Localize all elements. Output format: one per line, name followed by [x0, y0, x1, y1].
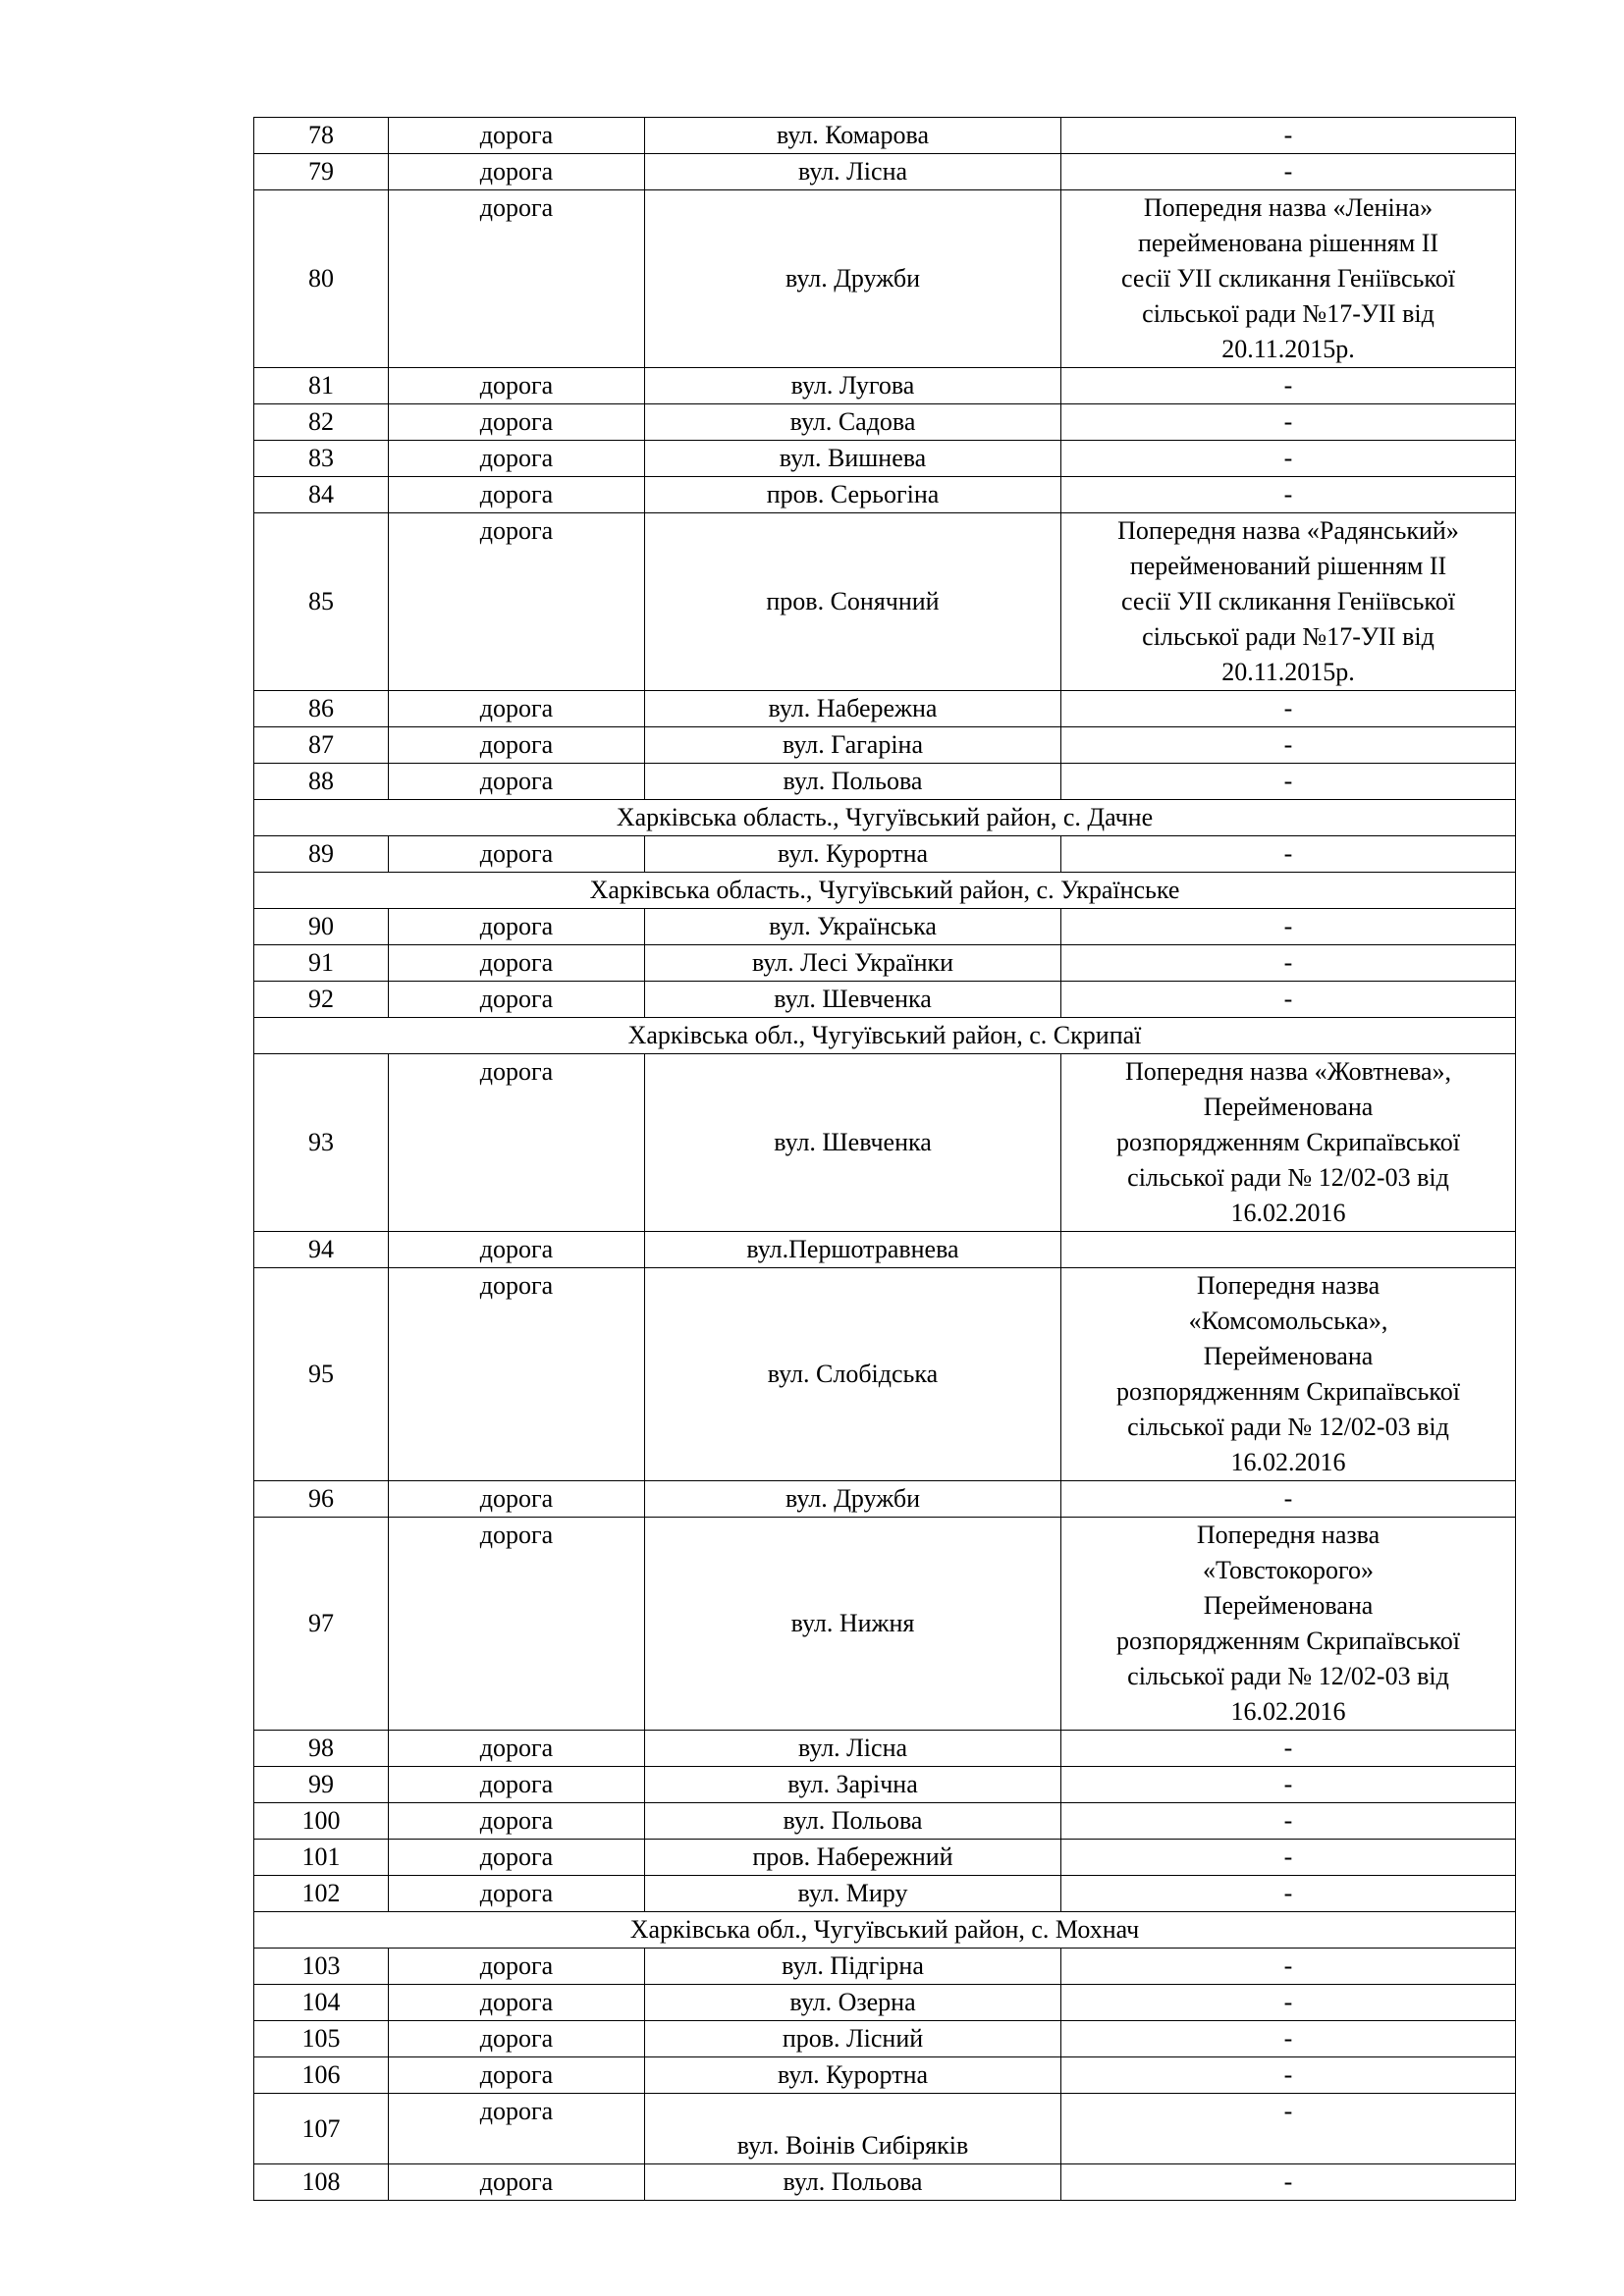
street-name: вул. Польова [645, 2164, 1061, 2201]
rename-note [1061, 513, 1516, 691]
rename-note: - [1061, 441, 1516, 477]
table-row [254, 1268, 1516, 1481]
rename-note: - [1061, 2057, 1516, 2094]
table-row [254, 909, 1516, 945]
rename-note: - [1061, 1949, 1516, 1985]
rename-note-line: сільської ради №17-УІІ від [1142, 299, 1435, 328]
street-name: вул. Садова [645, 404, 1061, 441]
section-title: Харківська обл., Чугуївський район, с. Мохнач [254, 1912, 1516, 1949]
object-type: дорога [389, 727, 645, 764]
row-number: 79 [254, 154, 389, 190]
street-name: вул. Комарова [645, 118, 1061, 154]
table-row [254, 1232, 1516, 1268]
row-number: 103 [254, 1949, 389, 1985]
street-name: вул. Воінів Сибіряків [645, 2094, 1061, 2164]
rename-note: - [1061, 1767, 1516, 1803]
object-type: дорога [389, 1268, 645, 1481]
object-type: дорога [389, 441, 645, 477]
rename-note [1061, 1518, 1516, 1731]
rename-note-line: розпорядженням Скрипаївської [1116, 1377, 1460, 1406]
table-row [254, 441, 1516, 477]
street-name: вул. Курортна [645, 836, 1061, 873]
street-name: вул. Набережна [645, 691, 1061, 727]
rename-note-line: сільської ради № 12/02-03 від [1127, 1662, 1449, 1690]
roads-table-body [254, 118, 1516, 2201]
rename-note-line: сільської ради №17-УІІ від [1142, 622, 1435, 651]
street-name: вул. Гагаріна [645, 727, 1061, 764]
rename-note [1061, 1232, 1516, 1268]
rename-note-line: сесії УІІ скликання Геніївської [1121, 264, 1455, 293]
street-name: вул. Озерна [645, 1985, 1061, 2021]
row-number: 84 [254, 477, 389, 513]
rename-note-line: сільської ради № 12/02-03 від [1127, 1163, 1449, 1192]
section-header-row [254, 873, 1516, 909]
street-name: вул. Зарічна [645, 1767, 1061, 1803]
row-number: 105 [254, 2021, 389, 2057]
rename-note [1061, 190, 1516, 368]
row-number: 80 [254, 190, 389, 368]
table-row [254, 118, 1516, 154]
rename-note-line: 16.02.2016 [1230, 1697, 1346, 1726]
table-row [254, 691, 1516, 727]
table-row [254, 154, 1516, 190]
row-number: 94 [254, 1232, 389, 1268]
rename-note-line: Попередня назва [1196, 1271, 1380, 1300]
table-row [254, 2164, 1516, 2201]
street-name: пров. Серьогіна [645, 477, 1061, 513]
rename-note-line: перейменована рішенням ІІ [1137, 229, 1439, 257]
rename-note-line: 20.11.2015р. [1221, 335, 1355, 363]
rename-note: - [1061, 1876, 1516, 1912]
rename-note: - [1061, 1985, 1516, 2021]
object-type: дорога [389, 513, 645, 691]
table-row [254, 404, 1516, 441]
rename-note-line: Попередня назва «Радянський» [1117, 516, 1459, 545]
table-row [254, 1949, 1516, 1985]
object-type: дорога [389, 1876, 645, 1912]
table-row [254, 1518, 1516, 1731]
street-name: вул. Дружби [645, 1481, 1061, 1518]
table-row [254, 727, 1516, 764]
street-name: вул.Першотравнева [645, 1232, 1061, 1268]
table-row [254, 2021, 1516, 2057]
rename-note [1061, 1054, 1516, 1232]
rename-note: - [1061, 2094, 1516, 2164]
row-number: 85 [254, 513, 389, 691]
section-header-row [254, 1912, 1516, 1949]
table-row [254, 513, 1516, 691]
row-number: 106 [254, 2057, 389, 2094]
object-type: дорога [389, 2021, 645, 2057]
table-row [254, 190, 1516, 368]
row-number: 91 [254, 945, 389, 982]
street-name: пров. Набережний [645, 1840, 1061, 1876]
table-row [254, 1731, 1516, 1767]
section-header-row [254, 1018, 1516, 1054]
table-row [254, 1481, 1516, 1518]
table-row [254, 2094, 1516, 2164]
rename-note: - [1061, 368, 1516, 404]
rename-note-line: Перейменована [1203, 1591, 1374, 1620]
object-type: дорога [389, 1232, 645, 1268]
row-number: 99 [254, 1767, 389, 1803]
table-row [254, 368, 1516, 404]
rename-note-line: Попередня назва «Леніна» [1143, 193, 1434, 222]
street-name: вул. Шевченка [645, 982, 1061, 1018]
object-type: дорога [389, 1803, 645, 1840]
street-name: вул. Дружби [645, 190, 1061, 368]
row-number: 95 [254, 1268, 389, 1481]
rename-note-line: 16.02.2016 [1230, 1199, 1346, 1227]
row-number: 102 [254, 1876, 389, 1912]
rename-note: - [1061, 727, 1516, 764]
row-number: 92 [254, 982, 389, 1018]
row-number: 88 [254, 764, 389, 800]
table-row [254, 1803, 1516, 1840]
street-name: вул. Вишнева [645, 441, 1061, 477]
row-number: 100 [254, 1803, 389, 1840]
object-type: дорога [389, 836, 645, 873]
rename-note: - [1061, 477, 1516, 513]
row-number: 81 [254, 368, 389, 404]
object-type: дорога [389, 1731, 645, 1767]
rename-note-line: «Комсомольська», [1188, 1307, 1388, 1335]
street-name: вул. Підгірна [645, 1949, 1061, 1985]
rename-note: - [1061, 154, 1516, 190]
table-row [254, 1840, 1516, 1876]
table-row [254, 1876, 1516, 1912]
rename-note-line: розпорядженням Скрипаївської [1116, 1627, 1460, 1655]
street-name: вул. Польова [645, 1803, 1061, 1840]
street-name: пров. Сонячний [645, 513, 1061, 691]
object-type: дорога [389, 1518, 645, 1731]
table-row [254, 836, 1516, 873]
street-name: вул. Українська [645, 909, 1061, 945]
row-number: 86 [254, 691, 389, 727]
street-name: вул. Лесі Українки [645, 945, 1061, 982]
row-number: 93 [254, 1054, 389, 1232]
object-type: дорога [389, 691, 645, 727]
street-name: вул. Лугова [645, 368, 1061, 404]
object-type: дорога [389, 404, 645, 441]
rename-note [1061, 1268, 1516, 1481]
object-type: дорога [389, 1840, 645, 1876]
row-number: 87 [254, 727, 389, 764]
table-row [254, 2057, 1516, 2094]
street-name: пров. Лісний [645, 2021, 1061, 2057]
table-row [254, 764, 1516, 800]
object-type: дорога [389, 154, 645, 190]
street-name: вул. Миру [645, 1876, 1061, 1912]
row-number: 98 [254, 1731, 389, 1767]
rename-note: - [1061, 1840, 1516, 1876]
object-type: дорога [389, 2094, 645, 2164]
object-type: дорога [389, 1767, 645, 1803]
street-name: вул. Нижня [645, 1518, 1061, 1731]
table-row [254, 1985, 1516, 2021]
table-row [254, 945, 1516, 982]
rename-note-line: сесії УІІ скликання Геніївської [1121, 587, 1455, 615]
row-number: 107 [254, 2094, 389, 2164]
section-title: Харківська обл., Чугуївський район, с. Скрипаї [254, 1018, 1516, 1054]
rename-note-line: Перейменована [1203, 1342, 1374, 1370]
street-name: вул. Слобідська [645, 1268, 1061, 1481]
table-row [254, 982, 1516, 1018]
rename-note-line: сільської ради № 12/02-03 від [1127, 1413, 1449, 1441]
object-type: дорога [389, 190, 645, 368]
object-type: дорога [389, 982, 645, 1018]
rename-note-line: розпорядженням Скрипаївської [1116, 1128, 1460, 1156]
section-title: Харківська область., Чугуївський район, с. Українське [254, 873, 1516, 909]
object-type: дорога [389, 368, 645, 404]
rename-note: - [1061, 2164, 1516, 2201]
rename-note-line: Перейменована [1203, 1093, 1374, 1121]
row-number: 101 [254, 1840, 389, 1876]
object-type: дорога [389, 945, 645, 982]
object-type: дорога [389, 2057, 645, 2094]
row-number: 82 [254, 404, 389, 441]
row-number: 89 [254, 836, 389, 873]
object-type: дорога [389, 1985, 645, 2021]
rename-note: - [1061, 1803, 1516, 1840]
table-row [254, 477, 1516, 513]
section-title: Харківська область., Чугуївський район, с. Дачне [254, 800, 1516, 836]
object-type: дорога [389, 764, 645, 800]
street-name: вул. Шевченка [645, 1054, 1061, 1232]
rename-note: - [1061, 118, 1516, 154]
object-type: дорога [389, 1054, 645, 1232]
object-type: дорога [389, 1949, 645, 1985]
rename-note-line: Попередня назва «Жовтнева», [1124, 1057, 1452, 1086]
object-type: дорога [389, 118, 645, 154]
rename-note: - [1061, 404, 1516, 441]
object-type: дорога [389, 2164, 645, 2201]
rename-note: - [1061, 764, 1516, 800]
table-row [254, 1054, 1516, 1232]
object-type: дорога [389, 909, 645, 945]
street-name: вул. Курортна [645, 2057, 1061, 2094]
rename-note: - [1061, 1731, 1516, 1767]
rename-note: - [1061, 945, 1516, 982]
rename-note: - [1061, 1481, 1516, 1518]
street-name: вул. Лісна [645, 154, 1061, 190]
street-name: вул. Польова [645, 764, 1061, 800]
object-type: дорога [389, 1481, 645, 1518]
object-type: дорога [389, 477, 645, 513]
row-number: 83 [254, 441, 389, 477]
row-number: 78 [254, 118, 389, 154]
rename-note-line: Попередня назва [1196, 1521, 1380, 1549]
row-number: 104 [254, 1985, 389, 2021]
rename-note: - [1061, 909, 1516, 945]
table-row [254, 1767, 1516, 1803]
rename-note-line: перейменований рішенням ІІ [1129, 552, 1447, 580]
rename-note: - [1061, 2021, 1516, 2057]
row-number: 97 [254, 1518, 389, 1731]
row-number: 108 [254, 2164, 389, 2201]
rename-note: - [1061, 982, 1516, 1018]
rename-note-line: 16.02.2016 [1230, 1448, 1346, 1476]
row-number: 96 [254, 1481, 389, 1518]
rename-note-line: «Товстокорого» [1203, 1556, 1374, 1584]
rename-note: - [1061, 836, 1516, 873]
rename-note: - [1061, 691, 1516, 727]
street-name: вул. Лісна [645, 1731, 1061, 1767]
section-header-row [254, 800, 1516, 836]
rename-note-line: 20.11.2015р. [1221, 658, 1355, 686]
row-number: 90 [254, 909, 389, 945]
roads-table [253, 117, 1516, 2201]
